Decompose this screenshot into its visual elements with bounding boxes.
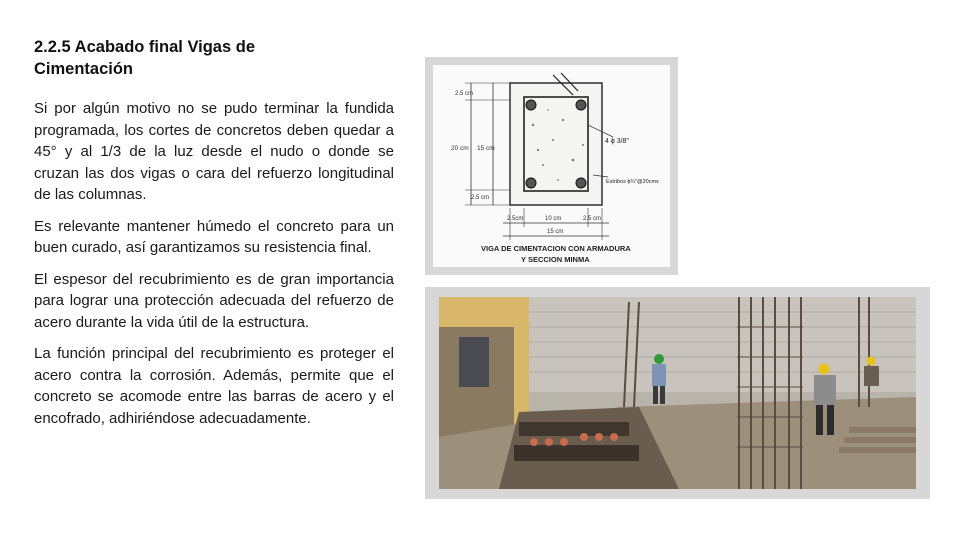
construction-photo bbox=[439, 297, 916, 489]
formwork-2 bbox=[514, 445, 639, 461]
lumber-pile bbox=[839, 427, 916, 453]
dim-width-label: 15 cm bbox=[547, 229, 564, 235]
beam-section-figure bbox=[425, 57, 678, 275]
paragraph-4: La función principal del recubrimiento es proteger el acero contra la corrosión. Además, permite que el concreto se acomode entre las barras de acero y el encofrado, adhiriéndose adecuadamente. bbox=[34, 345, 394, 427]
beam-section-drawing-area bbox=[433, 65, 670, 267]
dim-cover-left-label: 2.5cm bbox=[507, 216, 524, 222]
dim-bottom-label: 2.5 cm bbox=[471, 195, 490, 201]
dim-cover-right-label: 2.5 cm bbox=[583, 216, 602, 222]
rebar-top-left bbox=[526, 100, 536, 110]
dim-inner-label: 15 cm bbox=[477, 145, 495, 152]
rebar-bottom-right bbox=[576, 178, 586, 188]
rebar-top-right bbox=[576, 100, 586, 110]
diagram-caption-line1: VIGA DE CIMENTACION CON ARMADURA bbox=[481, 244, 631, 253]
construction-site-illustration bbox=[439, 297, 916, 489]
paragraph-2: Es relevante mantener húmedo el concreto para un buen curado, así garantizamos su resistencia final. bbox=[34, 217, 394, 256]
section-title bbox=[34, 36, 334, 80]
rebar-bottom-left bbox=[526, 178, 536, 188]
block-wall bbox=[499, 297, 916, 392]
dim-center-label: 10 cm bbox=[545, 216, 562, 222]
dim-height-label: 20 cm bbox=[451, 145, 469, 152]
section-title-line1: 2.2.5 Acabado final Vigas de bbox=[34, 38, 256, 56]
rebar-label: 4 ϕ 3/8" bbox=[605, 138, 629, 145]
stirrup-label: Estribos ϕ¼"@20cms bbox=[606, 179, 659, 185]
body-text bbox=[34, 98, 394, 439]
section-title-line2: Cimentación bbox=[34, 60, 134, 78]
construction-photo-frame bbox=[425, 287, 930, 499]
paragraph-1: Si por algún motivo no se pudo terminar la fundida programada, los cortes de concretos deben quedar a 45° y al 1/3 de la luz desde el nudo o donde se cruzan las dos vigas o cara del refuerzo longitudinal de las columnas. bbox=[34, 100, 394, 203]
dim-top-label: 2.5 cm bbox=[455, 91, 474, 97]
paragraph-3: El espesor del recubrimiento es de gran importancia para lograr una protección adecuada del refuerzo de acero durante la vida útil de la estructura. bbox=[34, 270, 394, 331]
left-building-window bbox=[459, 337, 489, 387]
beam-section-diagram bbox=[433, 65, 670, 267]
diagram-caption-line2: Y SECCION MINMA bbox=[521, 255, 590, 264]
